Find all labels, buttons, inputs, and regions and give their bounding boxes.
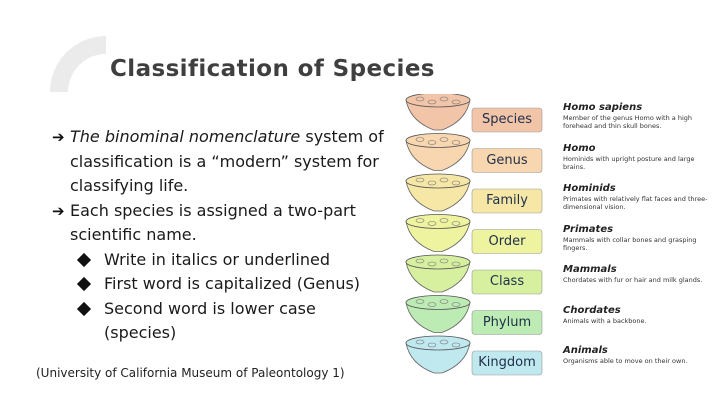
- rank-description: [563, 183, 718, 211]
- sub-bullet-text: Second word is lower case (species): [104, 298, 316, 342]
- bullet-text: system of classification is a “modern” system for classifying life.: [70, 127, 384, 195]
- funnel-rim: [406, 215, 470, 229]
- sub-bullet-item: [50, 297, 390, 346]
- rank-example-name: Homo: [563, 142, 596, 154]
- rank-description: [563, 305, 718, 325]
- arrow-bullet-icon: ➔: [52, 201, 65, 220]
- rank-example-name: Mammals: [563, 264, 617, 275]
- bullet-item: [50, 199, 390, 248]
- rank-example-name: Homo sapiens: [563, 102, 643, 113]
- rank-example-name: Chordates: [563, 304, 621, 316]
- diamond-bullet-icon: [77, 277, 91, 291]
- rank-description: [563, 102, 718, 130]
- taxonomy-funnel-diagram: [400, 94, 560, 400]
- bullet-list: [50, 125, 390, 346]
- rank-example-name: Primates: [563, 223, 614, 235]
- rank-label: Kingdom: [478, 355, 536, 370]
- funnel-rim: [406, 296, 470, 310]
- slide-title: Classification of Species: [110, 56, 435, 82]
- rank-example-text: Member of the genus Homo with a high forehead and thin skull bones.: [563, 114, 693, 130]
- rank-description: [563, 224, 718, 252]
- rank-label: Species: [481, 112, 533, 127]
- citation: (University of California Museum of Paleontology 1): [36, 366, 345, 380]
- sub-bullet-text: First word is capitalized (Genus): [104, 274, 361, 293]
- rank-label: Phylum: [482, 314, 532, 330]
- funnel-rim: [406, 174, 470, 188]
- rank-example-text: Mammals with collar bones and grasping fingers.: [563, 235, 697, 252]
- diamond-bullet-icon: [77, 301, 91, 315]
- funnel-rim: [406, 255, 470, 269]
- rank-example-name: Hominids: [563, 183, 616, 194]
- rank-description: [563, 345, 718, 365]
- funnel-rim: [406, 134, 470, 148]
- bullet-item: [50, 125, 390, 199]
- bullet-text: Each species is assigned a two-part scientific name.: [70, 200, 356, 244]
- rank-description: [563, 264, 718, 284]
- sub-bullet-text: Write in italics or underlined: [104, 249, 330, 269]
- italic-term: The binominal nomenclature: [70, 127, 301, 146]
- funnel-rim: [406, 336, 470, 350]
- diamond-bullet-icon: [77, 252, 91, 266]
- funnel-rim: [406, 94, 470, 107]
- rank-label: Genus: [486, 152, 528, 168]
- rank-label: Family: [486, 193, 528, 208]
- sub-bullet-item: [50, 248, 390, 273]
- rank-description: [563, 143, 718, 171]
- rank-example-name: Animals: [563, 345, 608, 356]
- rank-example-text: Organisms able to move on their own.: [563, 357, 688, 365]
- rank-example-text: Hominids with upright posture and large brains.: [563, 154, 695, 171]
- sub-bullet-item: [50, 272, 390, 297]
- rank-example-text: Animals with a backbone.: [563, 316, 647, 325]
- rank-label: Class: [489, 274, 525, 289]
- arrow-bullet-icon: ➔: [52, 128, 65, 146]
- decorative-arc: [50, 36, 106, 92]
- rank-label: Order: [488, 233, 526, 249]
- rank-example-text: Chordates with fur or hair and milk glands.: [563, 276, 703, 284]
- rank-example-text: Primates with relatively flat faces and three-dimensional vision.: [563, 195, 708, 211]
